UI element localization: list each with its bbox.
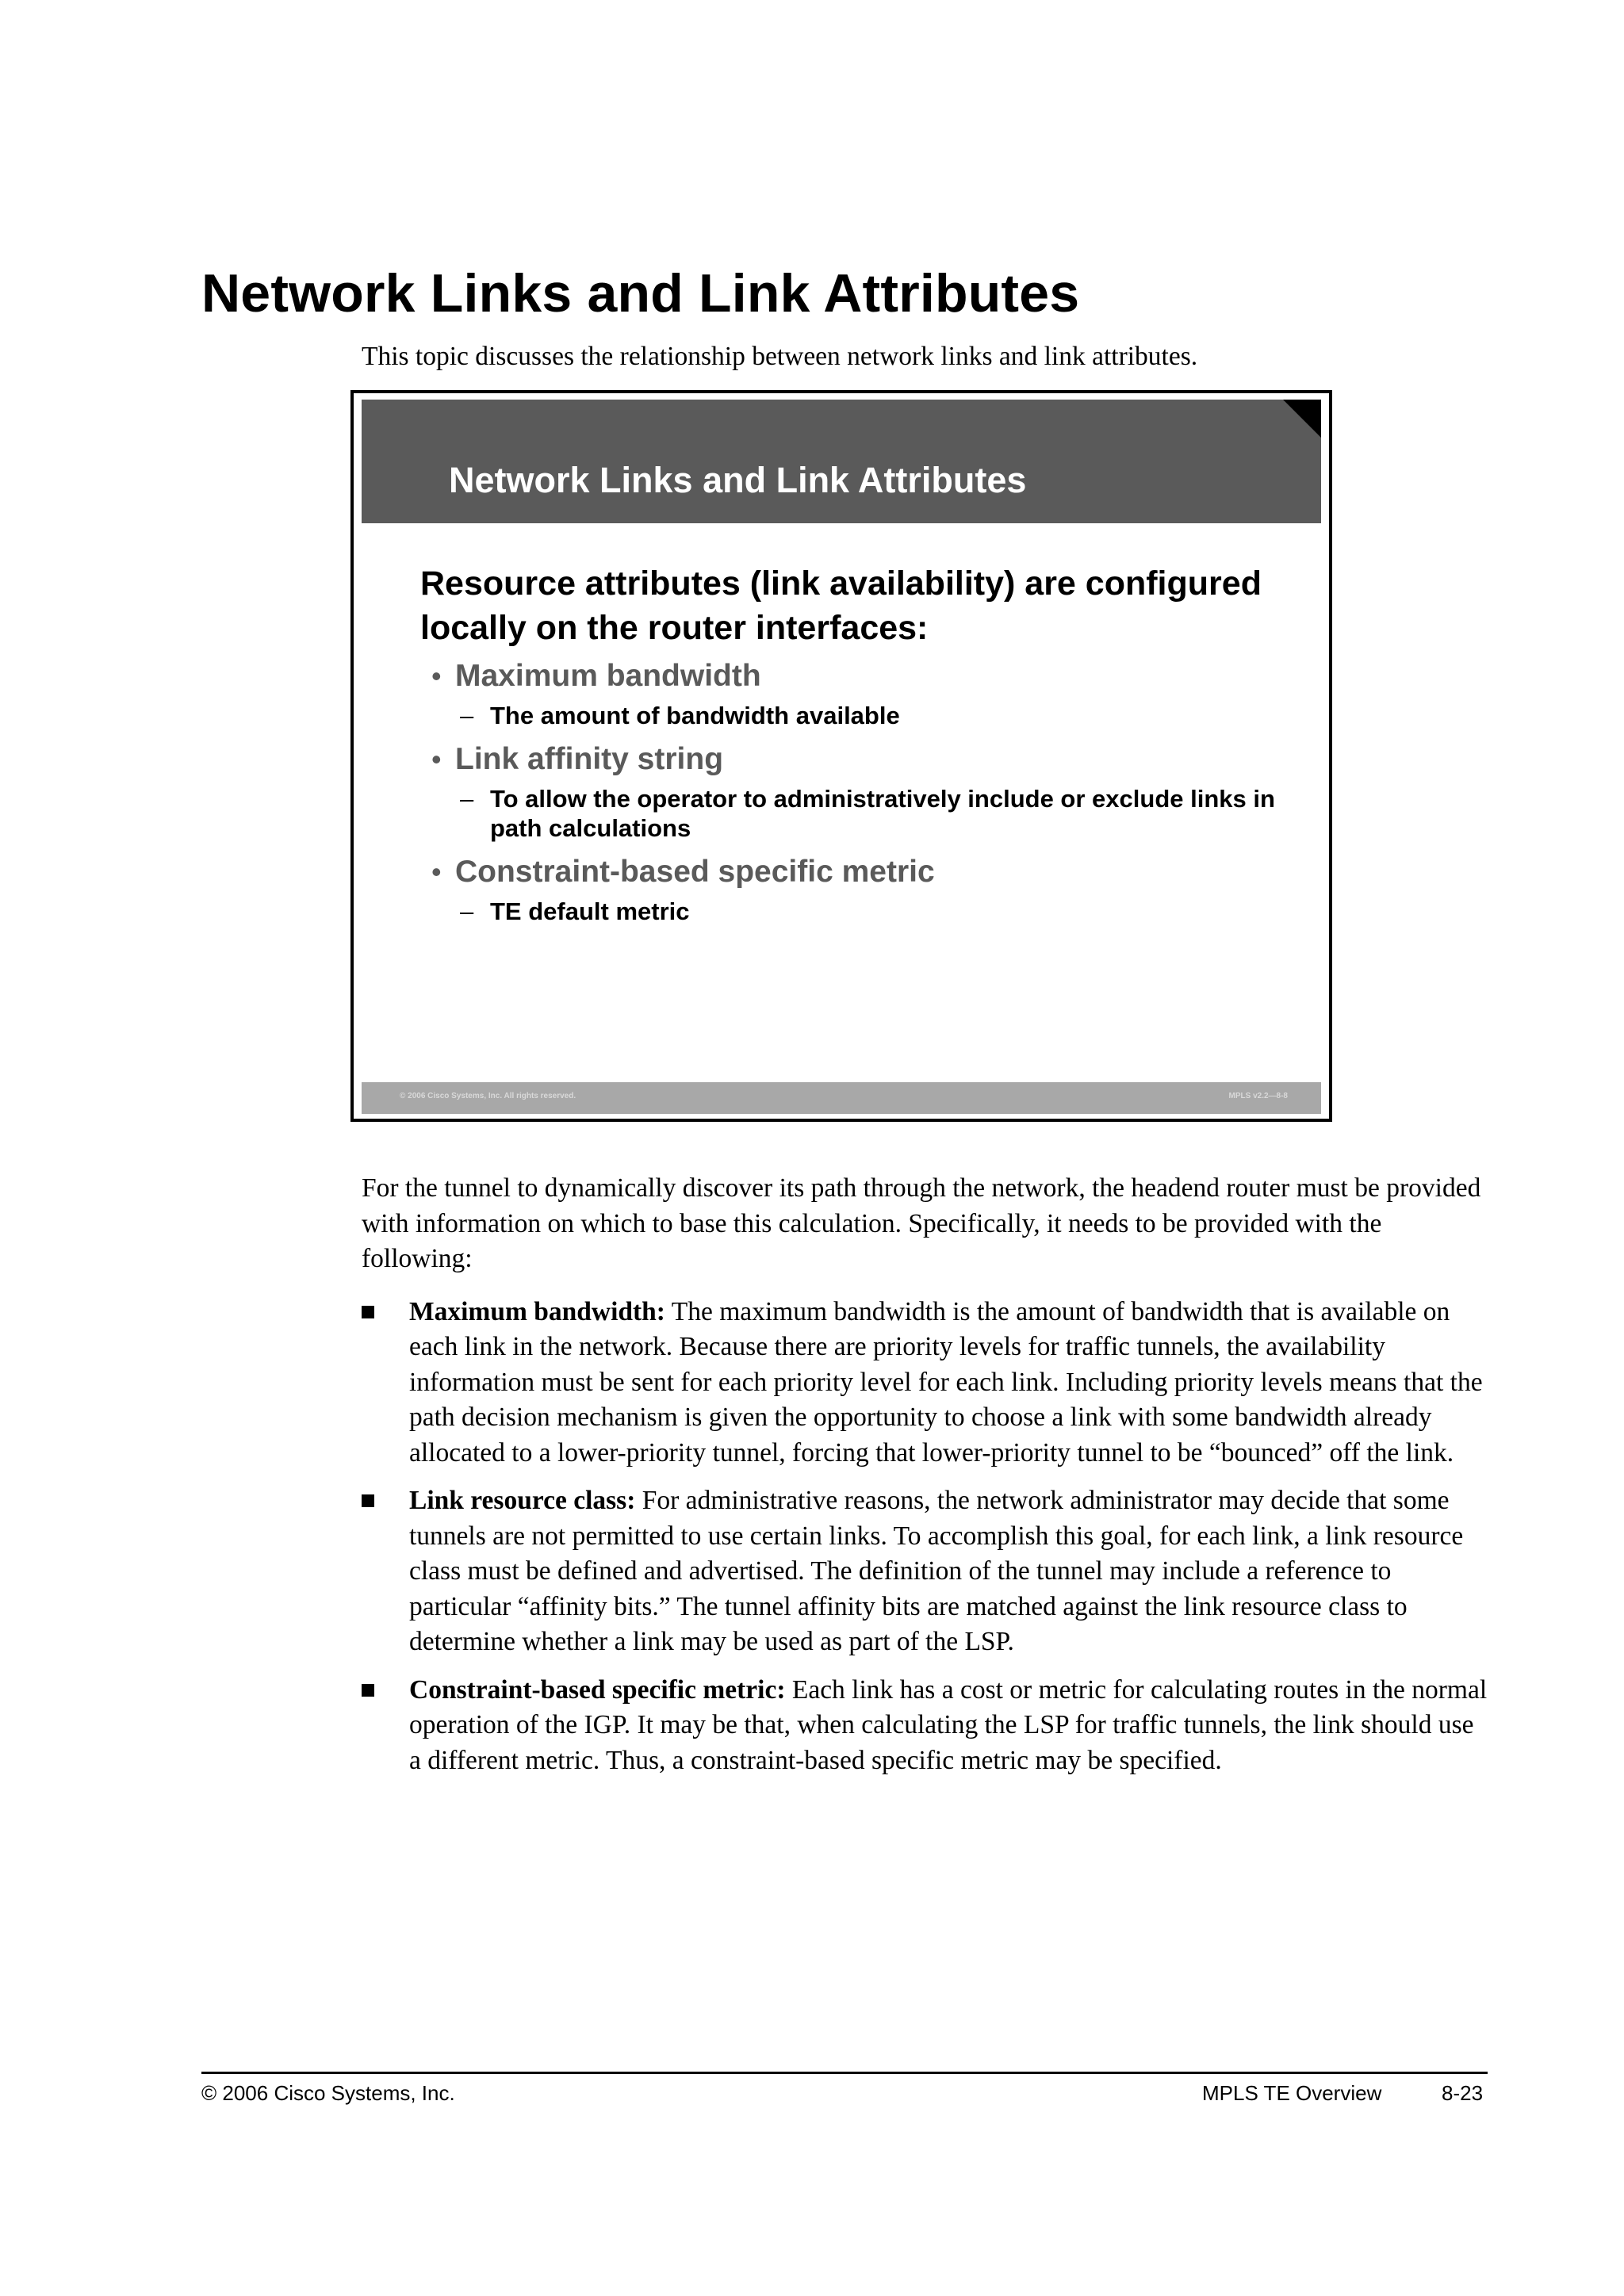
body-text	[362, 1171, 1488, 1791]
bullet-term: Constraint-based specific metric:	[409, 1674, 786, 1705]
slide-sub-item	[455, 701, 1300, 730]
slide-bullet-list	[420, 656, 1300, 926]
body-paragraph: For the tunnel to dynamically discover its path through the network, the headend router must be provided with information on which to base this calculation. Specifically, it needs to be provided with the following:	[362, 1173, 1481, 1273]
footer-page-number: 8-23	[1442, 2081, 1484, 2105]
slide-body	[420, 561, 1300, 936]
list-item	[362, 1483, 1488, 1660]
list-item	[362, 1295, 1488, 1471]
square-bullet-icon	[362, 1306, 374, 1318]
slide-header	[362, 400, 1321, 523]
page-title: Network Links and Link Attributes	[201, 263, 1080, 323]
bullet-dot-icon: •	[431, 743, 442, 775]
list-item	[362, 1673, 1488, 1779]
dash-icon: –	[460, 785, 474, 813]
dash-icon: –	[460, 897, 474, 925]
slide-title: Network Links and Link Attributes	[449, 460, 1027, 500]
slide-bullet-label: Maximum bandwidth	[455, 659, 761, 693]
slide-sub-text: The amount of bandwidth available	[490, 702, 900, 729]
footer-copyright: © 2006 Cisco Systems, Inc.	[201, 2081, 455, 2105]
slide-lead-text: Resource attributes (link availability) are configured locally on the router interfaces:	[420, 564, 1262, 647]
slide-corner-triangle	[1283, 400, 1321, 438]
slide-bullet-item	[420, 656, 1300, 730]
slide-bullet-label: Constraint-based specific metric	[455, 855, 935, 889]
dash-icon: –	[460, 702, 474, 729]
square-bullet-icon	[362, 1684, 374, 1697]
footer-divider	[201, 2072, 1488, 2074]
slide-sub-text: TE default metric	[490, 897, 690, 925]
slide-sub-text: To allow the operator to administratively include or exclude links in path calculations	[490, 785, 1275, 842]
bullet-term: Link resource class:	[409, 1486, 636, 1515]
bullet-dot-icon: •	[431, 660, 442, 692]
slide-footer-course-id: MPLS v2.2—8-8	[1228, 1092, 1288, 1100]
slide-footer-copyright: © 2006 Cisco Systems, Inc. All rights reserved.	[400, 1092, 576, 1100]
slide-figure	[350, 390, 1332, 1122]
slide-sub-item	[455, 897, 1300, 926]
slide-bullet-label: Link affinity string	[455, 742, 724, 776]
bullet-text: Each link has a cost or metric for calculating routes in the normal operation of the IGP. It may be that, when calculating the LSP for traffic tunnels, the link should use a different metric. Thus, a constraint-based specific metric may be specified.	[409, 1674, 1488, 1775]
slide-sub-item	[455, 784, 1300, 843]
slide-bullet-item	[420, 740, 1300, 843]
attribute-bullet-list	[362, 1295, 1488, 1779]
bullet-text: For administrative reasons, the network administrator may decide that some tunnels are not permitted to use certain links. To accomplish this goal, for each link, a link resource class must be defined and advertised. The definition of the tunnel may include a reference to particular “affinity bits.” The tunnel affinity bits are matched against the link resource class to determine whether a link may be used as part of the LSP.	[409, 1486, 1464, 1656]
bullet-dot-icon: •	[431, 855, 442, 888]
square-bullet-icon	[362, 1494, 374, 1507]
bullet-text: The maximum bandwidth is the amount of bandwidth that is available on each link in the network. Because there are priority levels for traffic tunnels, the availability information must be sent for each priority level for each link. Including priority levels means that the path decision mechanism is given the opportunity to choose a link with some bandwidth already allocated to a lower-priority tunnel, forcing that lower-priority tunnel to be “bounced” off the link.	[409, 1296, 1483, 1468]
bullet-term: Maximum bandwidth:	[409, 1296, 665, 1326]
footer-section-name: MPLS TE Overview	[1202, 2081, 1382, 2105]
topic-intro: This topic discusses the relationship between network links and link attributes.	[362, 342, 1198, 371]
slide-bullet-item	[420, 852, 1300, 926]
slide-footer-bar	[362, 1082, 1321, 1114]
